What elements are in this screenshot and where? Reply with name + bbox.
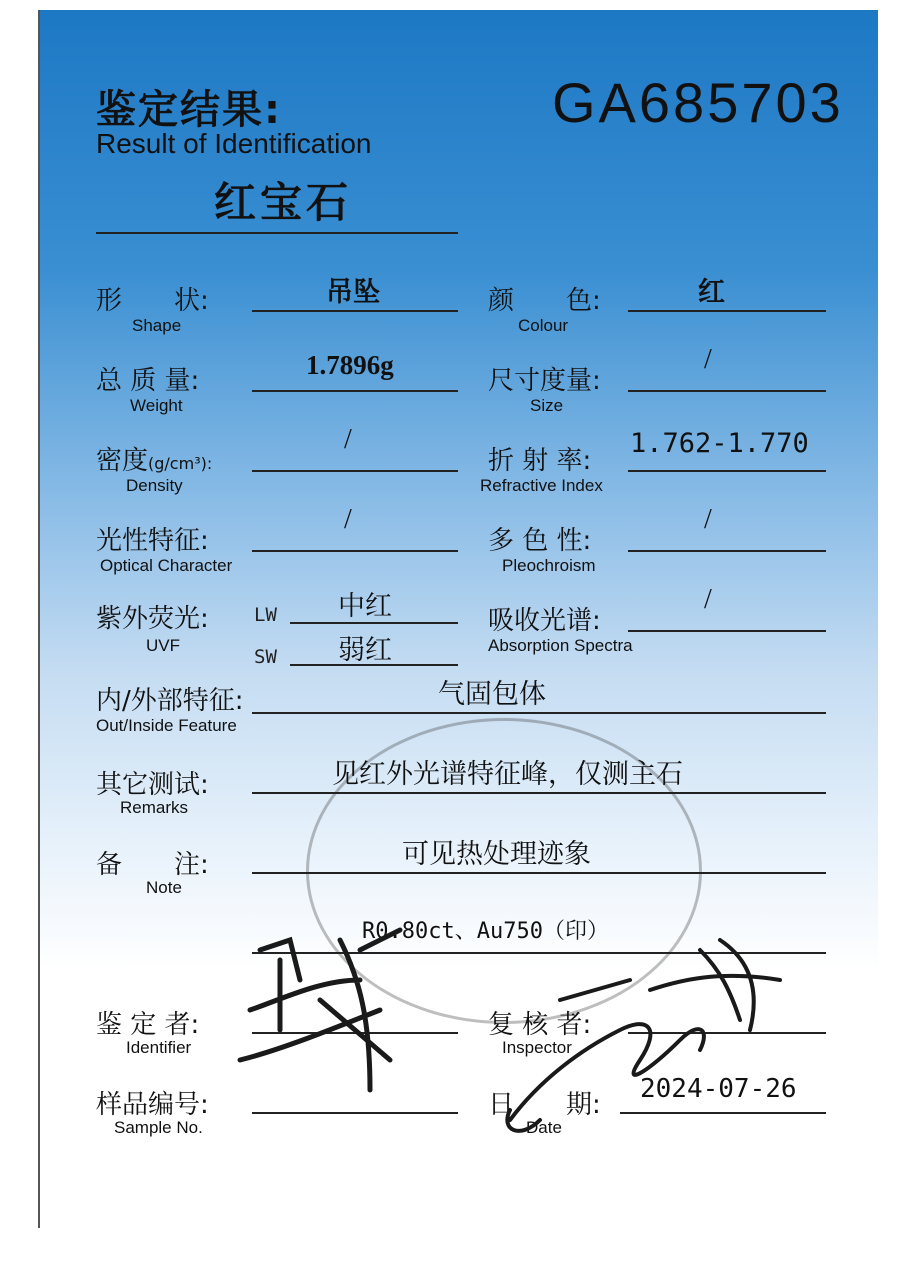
optical-character-line <box>252 550 458 552</box>
sample-no-label: 样品编号: <box>96 1090 209 1120</box>
density-label-en: Density <box>126 476 183 495</box>
pleochroism-value: / <box>704 504 712 535</box>
uvf-lw-value: 中红 <box>338 591 392 622</box>
colour-line <box>628 310 826 312</box>
weight-value: 1.7896g <box>306 350 394 380</box>
shape-label-en: Shape <box>132 316 182 335</box>
size-value: / <box>704 344 712 375</box>
note-label-en: Note <box>146 878 182 897</box>
certificate-number: GA685703 <box>552 71 844 134</box>
remarks-label-en: Remarks <box>120 798 189 817</box>
size-line <box>628 390 826 392</box>
title-en: Result of Identification <box>96 128 372 159</box>
uvf-label-en: UVF <box>146 636 180 655</box>
pleochroism-line <box>628 550 826 552</box>
optical-character-label: 光性特征: <box>96 526 209 556</box>
colour-value: 红 <box>698 277 725 308</box>
refractive-index-label-en: Refractive Index <box>480 476 603 495</box>
uvf-sw-value: 弱红 <box>338 635 392 666</box>
absorption-spectra-value: / <box>704 584 712 615</box>
uvf-lw-line <box>290 622 458 624</box>
remarks-line <box>252 792 826 794</box>
inspector-signature <box>500 930 820 1150</box>
shape-line <box>252 310 458 312</box>
result-underline <box>96 232 458 234</box>
colour-label: 颜 色: <box>488 286 601 316</box>
absorption-spectra-label: 吸收光谱: <box>488 606 601 636</box>
size-label-en: Size <box>530 396 564 415</box>
feature-line <box>252 712 826 714</box>
shape-label: 形 状: <box>96 286 209 316</box>
identifier-label-en: Identifier <box>126 1038 192 1057</box>
density-label <box>96 440 212 477</box>
colour-label-en: Colour <box>518 316 569 335</box>
uvf-sw-line <box>290 664 458 666</box>
pleochroism-label: 多 色 性: <box>488 526 592 556</box>
feature-value: 气固包体 <box>438 679 546 710</box>
note-extra: R0.80ct、Au750（印） <box>362 919 609 944</box>
uvf-label: 紫外荧光: <box>96 604 209 634</box>
identifier-label: 鉴 定 者: <box>96 1010 200 1040</box>
inspector-label-en: Inspector <box>502 1038 572 1057</box>
identification-result: 红宝石 <box>214 178 353 227</box>
feature-label-en: Out/Inside Feature <box>96 716 237 735</box>
title-cn: 鉴定结果: <box>96 87 282 133</box>
density-value: / <box>344 424 352 455</box>
density-unit: (g/cm³): <box>148 454 213 473</box>
identifier-signature <box>220 920 440 1120</box>
optical-character-label-en: Optical Character <box>100 556 233 575</box>
note-line <box>252 872 826 874</box>
sample-no-label-en: Sample No. <box>114 1118 203 1137</box>
weight-line <box>252 390 458 392</box>
shape-value: 吊坠 <box>326 277 380 308</box>
density-line <box>252 470 458 472</box>
size-label: 尺寸度量: <box>488 366 601 396</box>
pleochroism-label-en: Pleochroism <box>502 556 596 575</box>
refractive-index-label: 折 射 率: <box>488 446 592 476</box>
uvf-lw-label: LW <box>254 604 277 626</box>
note-label: 备 注: <box>96 850 209 880</box>
weight-label: 总 质 量: <box>96 366 200 396</box>
note-value: 可见热处理迹象 <box>402 839 591 870</box>
remarks-value: 见红外光谱特征峰，仅测主石 <box>332 759 683 790</box>
feature-label: 内/外部特征: <box>96 686 244 716</box>
date-label: 日 期: <box>488 1090 601 1120</box>
uvf-sw-label: SW <box>254 646 277 668</box>
absorption-spectra-line <box>628 630 826 632</box>
date-label-en: Date <box>526 1118 562 1137</box>
inspector-label: 复 核 者: <box>488 1010 592 1040</box>
date-value: 2024-07-26 <box>640 1074 797 1104</box>
density-label-cn: 密度 <box>96 446 149 476</box>
refractive-index-line <box>628 470 826 472</box>
weight-label-en: Weight <box>130 396 183 415</box>
absorption-spectra-label-en: Absorption Spectra <box>488 636 633 655</box>
refractive-index-value: 1.762-1.770 <box>630 428 809 459</box>
remarks-label: 其它测试: <box>96 770 209 800</box>
optical-character-value: / <box>344 504 352 535</box>
